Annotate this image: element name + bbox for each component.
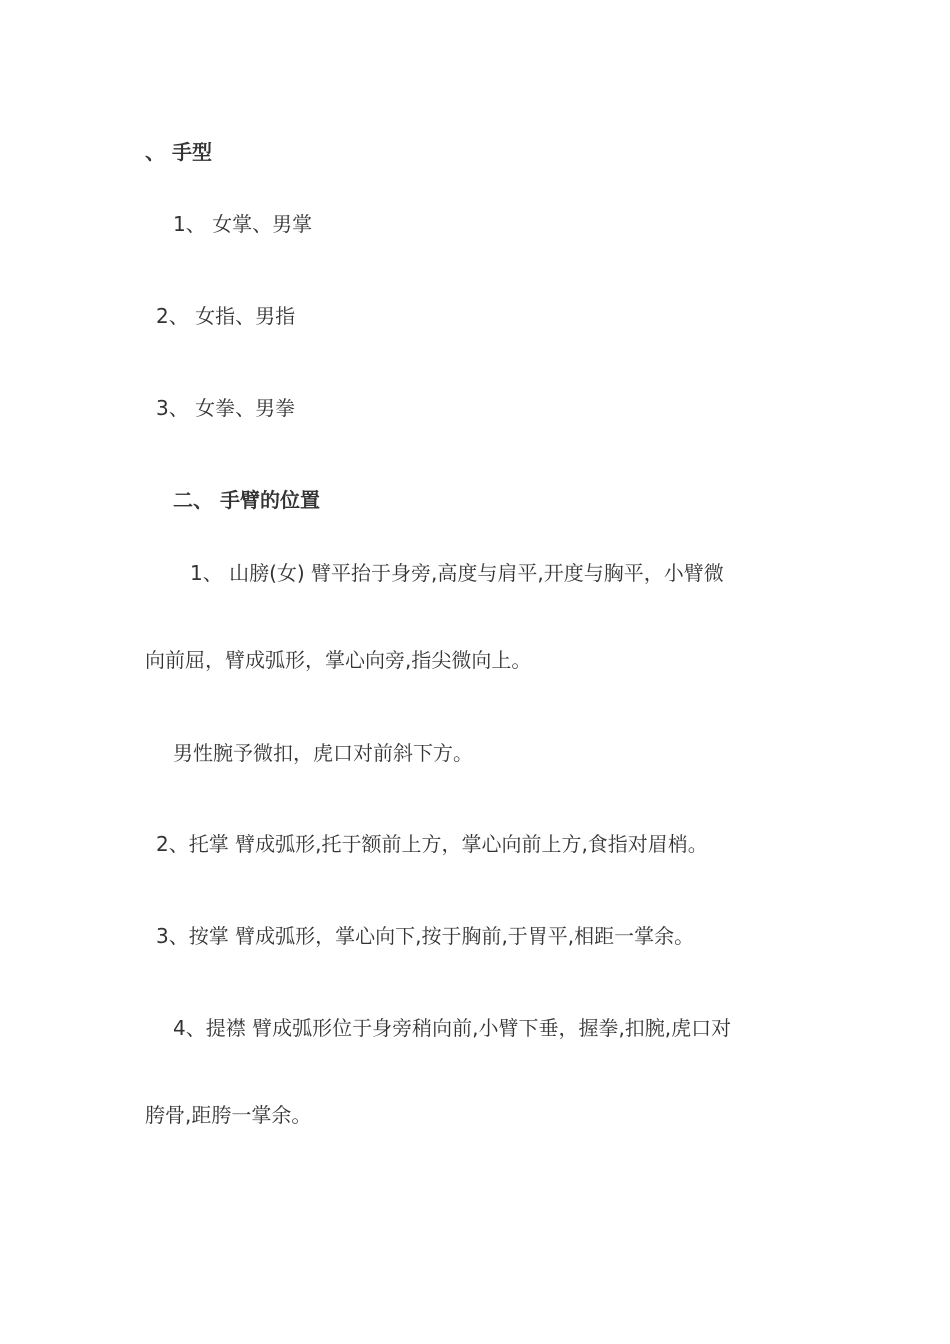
paragraph-line: 向前屈，臂成弧形，掌心向旁,指尖微向上。 (145, 648, 532, 672)
section-heading-hand-shape: 、 手型 (145, 140, 212, 164)
list-item: 1、 女掌、男掌 (173, 212, 313, 236)
paragraph-line: 2、托掌 臂成弧形,托于额前上方，掌心向前上方,食指对眉梢。 (156, 832, 708, 856)
section-heading-arm-position: 二、 手臂的位置 (173, 488, 320, 512)
paragraph-line: 4、提襟 臂成弧形位于身旁稍向前,小臂下垂，握拳,扣腕,虎口对 (173, 1016, 732, 1040)
paragraph-line: 1、 山膀(女) 臂平抬于身旁,高度与肩平,开度与胸平，小臂微 (190, 561, 724, 585)
list-item: 3、 女拳、男拳 (156, 396, 296, 420)
paragraph-line: 胯骨,距胯一掌余。 (145, 1103, 312, 1127)
list-item: 2、 女指、男指 (156, 304, 296, 328)
paragraph-line: 男性腕予微扣，虎口对前斜下方。 (173, 741, 473, 765)
paragraph-line: 3、按掌 臂成弧形，掌心向下,按于胸前,于胃平,相距一掌余。 (156, 924, 695, 948)
